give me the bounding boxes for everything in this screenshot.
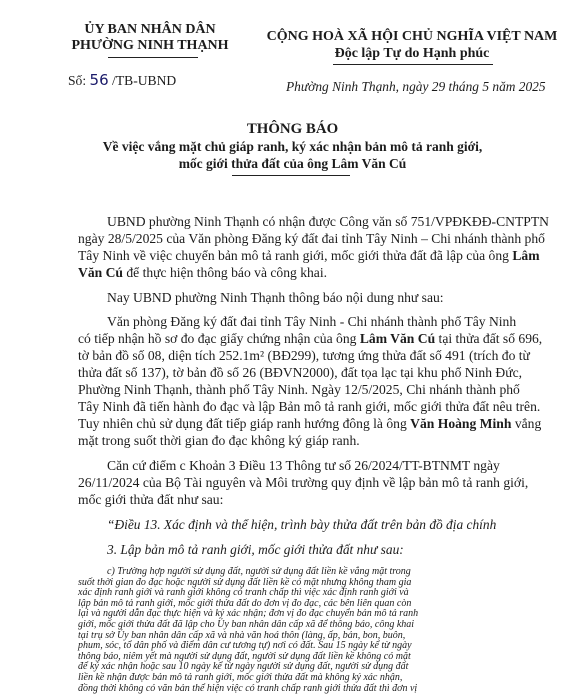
para3-line7 [78,415,541,432]
quote-line-6: giới, mốc giới thửa đất đã lập cho Ủy ban nhân dân cấp xã để thông báo, công khai [78,619,415,630]
para3-line6: Tây Ninh đã tiến hành đo đạc và lập Bản mô tả ranh giới, mốc giới thửa đất nêu trên. [78,399,541,414]
para3-line5: Phường Ninh Thạnh, thành phố Tây Ninh. Ngày 12/5/2025, Chi nhánh thành phố [78,382,520,397]
para3-line7-tail: vắng [514,416,542,431]
doc-no-prefix: Số: [68,73,87,88]
neighbor-name: Văn Hoàng Minh [410,416,512,431]
notice-heading: THÔNG BÁO [246,121,339,137]
quote-clause-heading: 3. Lập bản mô tả ranh giới, mốc giới thửa đất như sau: [107,542,404,557]
para1-line4-text: để thực hiện thông báo và công khai. [126,265,328,280]
org-underline [108,57,198,58]
document-number [68,72,176,89]
para3-line2-text: có tiếp nhận hồ sơ đo đạc giấy chứng nhận của ông [78,331,357,346]
quote-article-heading: “Điều 13. Xác định và thể hiện, trình bày thửa đất trên bản đồ địa chính [107,517,497,532]
quote-line-5: lại và người dẫn đạc thực hiện và ký xác nhận; đơn vị đo đạc chuyển bản mô tả ranh [78,608,419,620]
para3-line3: tờ bản đồ số 08, diện tích 252.1m² (BĐ299), tương ứng thửa đất số 491 (trích đo từ [78,348,530,363]
subject-underline [232,175,350,176]
quote-line-11: liền kề nhận được bản mô tả ranh giới, mốc giới thửa đất mà không ký xác nhận, [78,672,403,683]
para1-line3 [78,247,540,264]
quote-line-10: để ký xác nhận hoặc sau 10 ngày kể từ ngày người sử dụng đất, người sử dụng đất [78,661,409,673]
quote-line-7: tại trụ sở Ủy ban nhân dân cấp xã và nhà văn hoá thôn (làng, ấp, bản, bon, buôn, [78,629,406,641]
quote-line-9: thông báo, niêm yết mà người sử dụng đất, người sử dụng đất liền kề không có mặt [78,650,411,662]
nation-title: CỘNG HOÀ XÃ HỘI CHỦ NGHĨA VIỆT NAM [266,29,558,44]
para1-line4 [78,264,327,281]
para1-line2: ngày 28/5/2025 của Văn phòng Đăng ký đất đai tỉnh Tây Ninh – Chi nhánh thành phố [78,231,545,246]
quote-line-3: xác định ranh giới và ranh giới không có tranh chấp thì việc xác định ranh giới và [78,587,409,599]
para4-line1: Căn cứ điểm c Khoản 3 Điều 13 Thông tư số 26/2024/TT-BTNMT ngày [107,458,500,473]
notice-subject-line2: mốc giới thửa đất của ông Lâm Văn Cú [178,156,407,171]
person-name-surname: Lâm [512,248,540,263]
notice-subject-line1: Về việc vắng mặt chủ giáp ranh, ký xác nhận bản mô tả ranh giới, [102,139,483,154]
motto-underline [333,64,493,65]
applicant-name: Lâm Văn Cú [359,331,436,346]
org-name-line1: ỦY BAN NHÂN DÂN [84,22,216,37]
para1-line3-text: Tây Ninh về việc chuyển bản mô tả ranh giới, mốc giới thửa đất đã lập của ông [78,248,509,263]
para3-line7-text: Tuy nhiên chủ sử dụng đất tiếp giáp ranh hướng đông là ông [78,416,407,431]
para1-line1: UBND phường Ninh Thạnh có nhận được Công văn số 751/VPĐKĐĐ-CNTPTN [107,214,549,229]
para3-line1: Văn phòng Đăng ký đất đai tỉnh Tây Ninh - Chi nhánh thành phố Tây Ninh [107,314,517,329]
quote-line-12: đồng thời không có văn bản thể hiện việc có tranh chấp ranh giới thửa đất thì đơn vị [78,682,418,694]
para4-line2: 26/11/2024 của Bộ Tài nguyên và Môi trường quy định về lập bản mô tả ranh giới, [78,475,529,490]
doc-no-suffix: /TB-UBND [112,73,177,88]
quote-line-4: lập bản mô tả ranh giới, mốc giới thửa đất do đơn vị đo đạc, các bên liên quan còn [78,597,412,609]
doc-no-handwritten: 56 [89,71,109,89]
person-name-given: Văn Cú [78,265,123,280]
para3-line2-tail: tại thửa đất số 696, [438,331,543,346]
quote-line-1: c) Trường hợp người sử dụng đất, người sử dụng đất liền kề vắng mặt trong [107,566,411,577]
quote-line-8: phum, sóc, tổ dân phố và điểm dân cư tương tự) nơi có đất. Sau 15 ngày kể từ ngày [78,640,412,652]
para3-line8: mặt trong suốt thời gian đo đạc không ký giáp ranh. [78,433,360,448]
para4-line3: mốc giới thửa đất như sau: [78,492,224,507]
para2-line1: Nay UBND phường Ninh Thạnh thông báo nội dung như sau: [107,290,444,305]
para3-line4: thửa đất số 137), tờ bản đồ số 26 (BĐVN2000), đất tọa lạc tại khu phố Ninh Đức, [78,365,523,380]
issue-date: Phường Ninh Thạnh, ngày 29 tháng 5 năm 2025 [286,79,546,94]
nation-motto: Độc lập Tự do Hạnh phúc [334,46,490,61]
quote-line-2: suốt thời gian đo đạc hoặc người sử dụng đất liền kề có mặt nhưng không tham gia [78,576,412,588]
org-name-line2: PHƯỜNG NINH THẠNH [71,38,229,53]
para3-line2 [78,330,542,347]
